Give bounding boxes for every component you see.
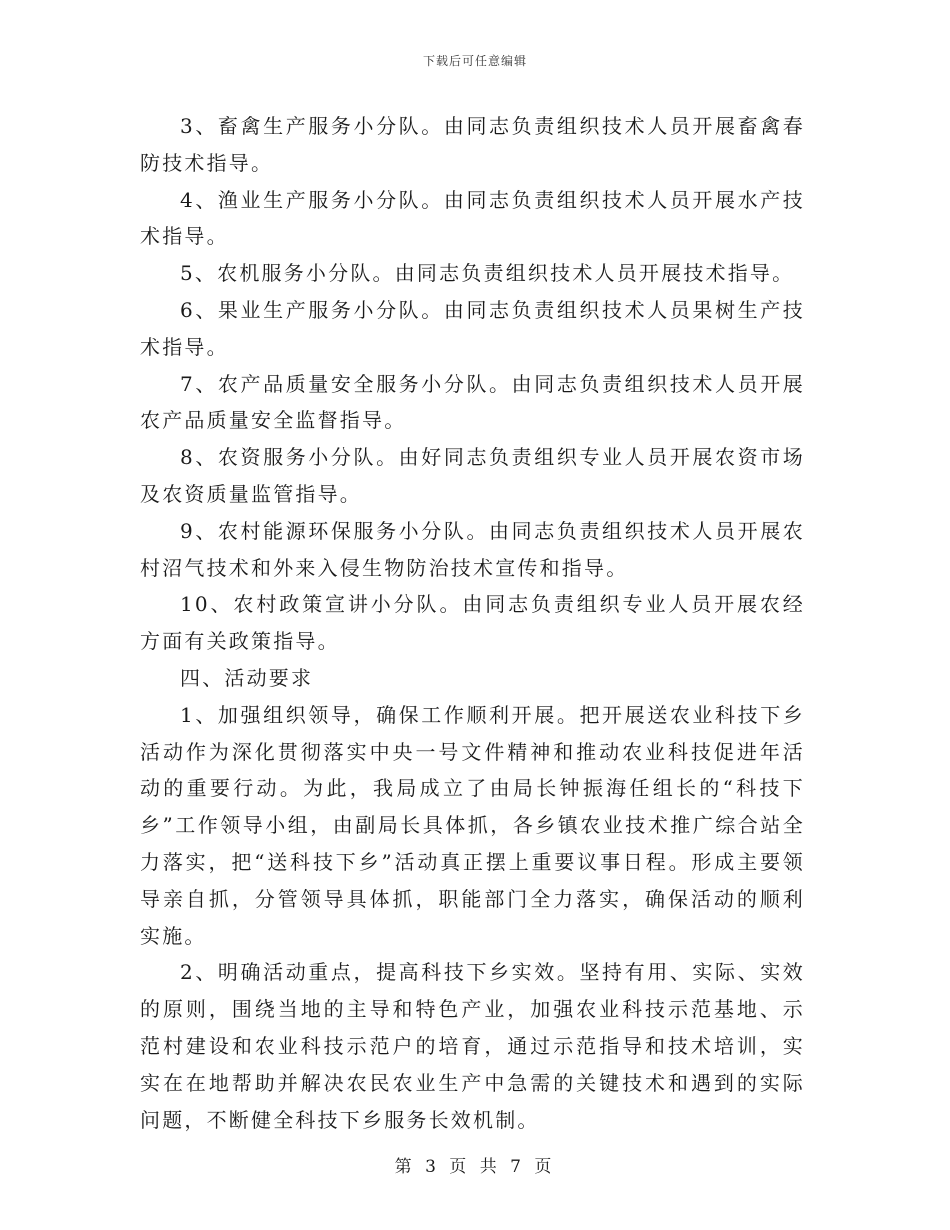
paragraph-livestock-team: 3、畜禽生产服务小分队。由同志负责组织技术人员开展畜禽春防技术指导。 (140, 114, 805, 175)
paragraph-machinery-team: 5、农机服务小分队。由同志负责组织技术人员开展技术指导。 (180, 261, 795, 286)
page-number-footer: 第 3 页 共 7 页 (394, 1157, 556, 1177)
document-body (140, 108, 805, 1138)
section-heading-requirements: 四、活动要求 (180, 665, 314, 690)
page-header-note: 下载后可任意编辑 (422, 54, 527, 68)
paragraph-energy-team: 9、农村能源环保服务小分队。由同志负责组织技术人员开展农村沼气技术和外来入侵生物防治技术宣传和指导。 (140, 518, 805, 580)
paragraph-fishery-team: 4、渔业生产服务小分队。由同志负责组织技术人员开展水产技术指导。 (140, 187, 805, 249)
paragraph-supplies-team: 8、农资服务小分队。由好同志负责组织专业人员开展农资市场及农资质量监管指导。 (140, 445, 805, 506)
paragraph-policy-team: 10、农村政策宣讲小分队。由同志负责组织专业人员开展农经方面有关政策指导。 (140, 592, 805, 654)
paragraph-fruit-team: 6、果业生产服务小分队。由同志负责组织技术人员果树生产技术指导。 (140, 297, 805, 359)
paragraph-quality-team: 7、农产品质量安全服务小分队。由同志负责组织技术人员开展农产品质量安全监督指导。 (140, 371, 805, 433)
paragraph-requirement-1: 1、加强组织领导，确保工作顺利开展。把开展送农业科技下乡活动作为深化贯彻落实中央一号文件精神和推动农业科技促进年活动的重要行动。为此，我局成立了由局长钟振海任组长的“科技下乡”工作领导小组，由副局长具体抓，各乡镇农业技术推广综合站全力落实，把“送科技下乡”活动真正摆上重要议事日程。形成主要领导亲自抓，分管领导具体抓，职能部门全力落实，确保活动的顺利实施。 (140, 702, 805, 948)
paragraph-requirement-2: 2、明确活动重点，提高科技下乡实效。坚持有用、实际、实效的原则，围绕当地的主导和特色产业，加强农业科技示范基地、示范村建设和农业科技示范户的培育，通过示范指导和技术培训，实实在在地帮助并解决农民农业生产中急需的关键技术和遇到的实际问题，不断健全科技下乡服务长效机制。 (140, 960, 805, 1132)
